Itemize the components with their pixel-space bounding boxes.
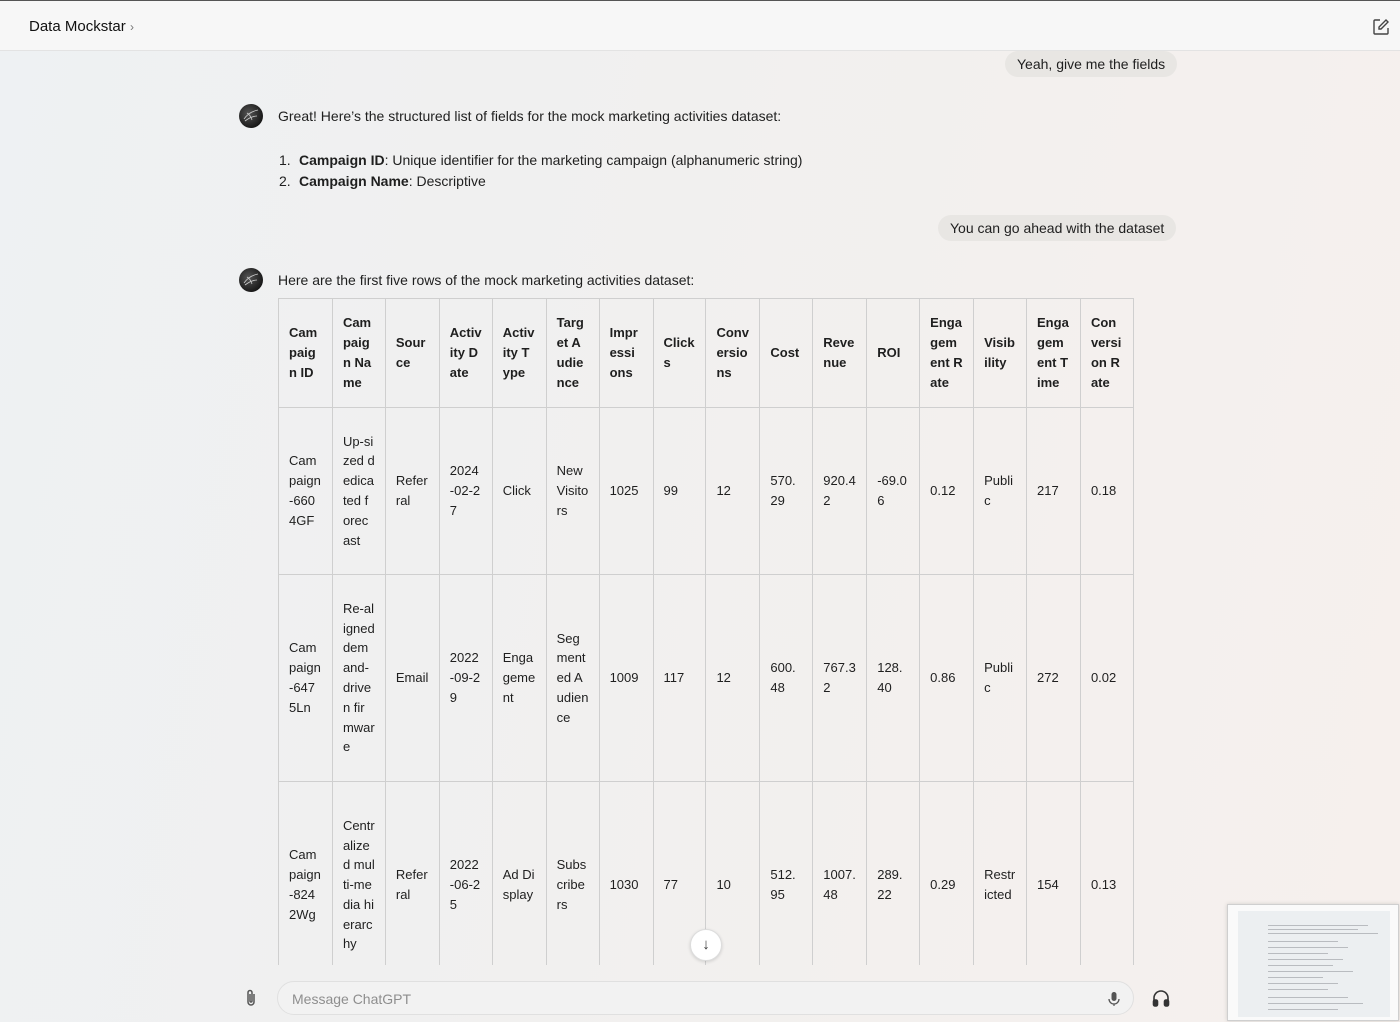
app-title[interactable]: Data Mockstar [29,18,126,35]
table-cell: 12 [706,575,760,782]
edit-icon[interactable] [1372,18,1390,36]
assistant-message-text: Great! Here’s the structured list of fields for the mock marketing activities dataset: [278,108,782,124]
arrow-down-icon: ↓ [702,936,710,953]
list-item: 2. Campaign Name: Descriptive [279,173,486,189]
table-cell: 128.40 [867,575,920,782]
thumbnail-preview [1238,911,1390,1017]
column-header: Engagement Time [1027,299,1081,408]
table-cell: Segmented Audience [546,575,599,782]
scroll-to-bottom-button[interactable] [690,929,722,961]
table-cell: 570.29 [760,408,813,575]
table-cell: Email [385,575,439,782]
table-cell: 0.02 [1080,575,1133,782]
chevron-right-icon[interactable]: › [130,20,134,34]
table-cell: Referral [385,408,439,575]
assistant-avatar [239,104,263,128]
mic-icon[interactable] [1107,991,1121,1007]
screenshot-thumbnail[interactable] [1227,904,1399,1021]
field-list [279,150,802,192]
column-header: Revenue [813,299,867,408]
user-message-bubble: Yeah, give me the fields [1005,51,1177,77]
table-cell: 2024-02-27 [439,408,492,575]
table-cell: 2022-06-25 [439,782,492,966]
table-cell: Campaign-6475Ln [279,575,333,782]
table-cell: 99 [653,408,706,575]
list-item: 1. Campaign ID: Unique identifier for the marketing campaign (alphanumeric string) [279,152,803,168]
table-cell: Ad Display [492,782,546,966]
table-cell: -69.06 [867,408,920,575]
table-cell: 289.22 [867,782,920,966]
table-cell: 0.13 [1080,782,1133,966]
table-cell: 77 [653,782,706,966]
table-cell: 217 [1027,408,1081,575]
dataset-table [278,298,1134,965]
table-cell: Public [974,575,1027,782]
table-header-row [279,299,1134,408]
table-cell: 1030 [599,782,653,966]
table-cell: Public [974,408,1027,575]
message-input[interactable] [292,990,1072,1008]
table-cell: 1025 [599,408,653,575]
column-header: Activity Type [492,299,546,408]
column-header: Campaign Name [332,299,385,408]
table-cell: Click [492,408,546,575]
table-cell: 272 [1027,575,1081,782]
table-cell: 1009 [599,575,653,782]
table-row [279,575,1134,782]
table-cell: 767.32 [813,575,867,782]
user-message-bubble: You can go ahead with the dataset [938,215,1176,241]
table-cell: 920.42 [813,408,867,575]
column-header: ROI [867,299,920,408]
table-cell: New Visitors [546,408,599,575]
table-cell: 0.18 [1080,408,1133,575]
top-bar [0,0,1400,51]
paperclip-icon[interactable] [243,988,259,1008]
dataset-table-container[interactable] [278,298,1134,965]
column-header: Engagement Rate [920,299,974,408]
column-header: Visibility [974,299,1027,408]
table-cell: 1007.48 [813,782,867,966]
column-header: Impressions [599,299,653,408]
column-header: Campaign ID [279,299,333,408]
table-cell: Subscribers [546,782,599,966]
table-cell: 0.86 [920,575,974,782]
table-cell: 600.48 [760,575,813,782]
table-cell: 2022-09-29 [439,575,492,782]
table-cell: 10 [706,782,760,966]
column-header: Conversions [706,299,760,408]
column-header: Activity Date [439,299,492,408]
column-header: Cost [760,299,813,408]
headphone-icon[interactable] [1151,988,1171,1008]
table-cell: 117 [653,575,706,782]
table-cell: 0.12 [920,408,974,575]
column-header: Conversion Rate [1080,299,1133,408]
assistant-avatar [239,268,263,292]
table-cell: 154 [1027,782,1081,966]
table-cell: 12 [706,408,760,575]
table-cell: Engagement [492,575,546,782]
table-cell: Restricted [974,782,1027,966]
table-row [279,408,1134,575]
table-cell: Re-aligned demand-driven firmware [332,575,385,782]
table-cell: Campaign-8242Wg [279,782,333,966]
table-cell: Up-sized dedicated forecast [332,408,385,575]
table-cell: Centralized multi-media hierarchy [332,782,385,966]
message-composer [277,981,1134,1015]
column-header: Source [385,299,439,408]
table-cell: Referral [385,782,439,966]
table-cell: 0.29 [920,782,974,966]
table-cell: Campaign-6604GF [279,408,333,575]
assistant-message-text: Here are the first five rows of the mock marketing activities dataset: [278,272,695,288]
table-cell: 512.95 [760,782,813,966]
column-header: Clicks [653,299,706,408]
column-header: Target Audience [546,299,599,408]
